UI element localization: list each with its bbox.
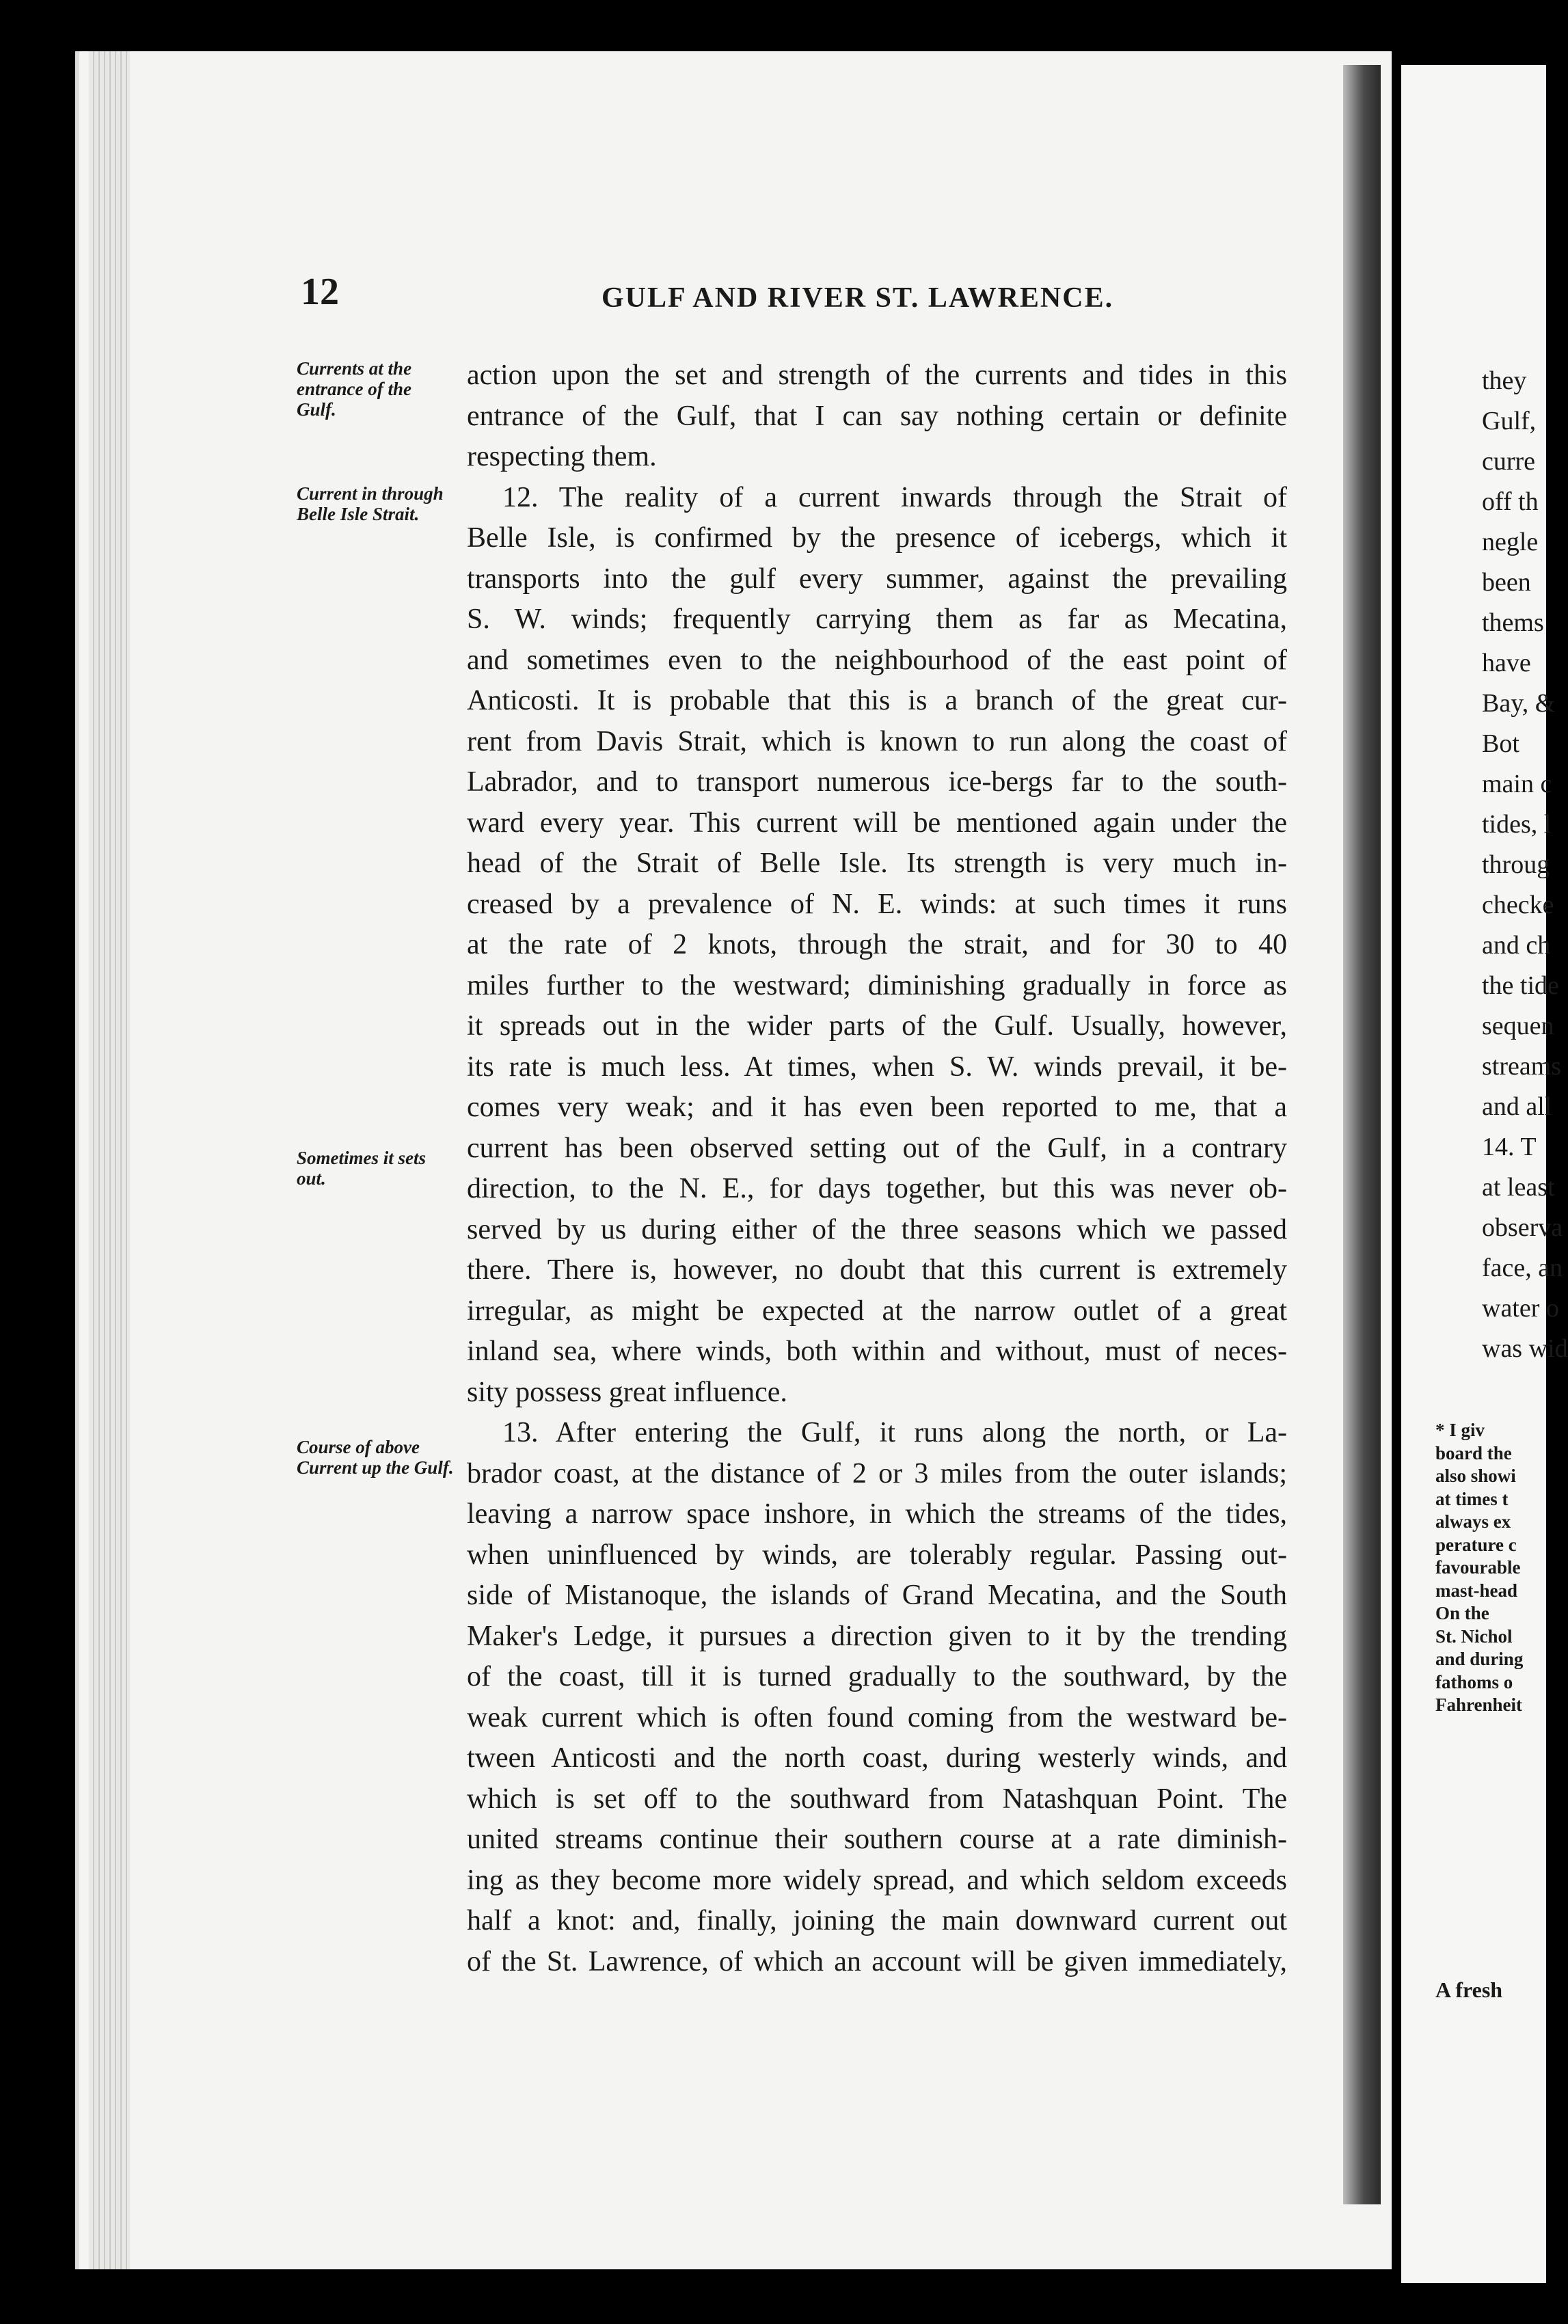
sidenote-currents-entrance: Currents at the entrance of the Gulf. <box>297 358 412 420</box>
right-page-line: 14. T <box>1482 1133 1537 1161</box>
text-line: entrance of the Gulf, that I can say nothing certain or definite <box>467 400 1287 432</box>
page-number: 12 <box>301 271 339 313</box>
right-page-line: face, an <box>1482 1254 1563 1282</box>
right-page-line: curre <box>1482 447 1536 476</box>
right-page-bottom-text: A fresh <box>1435 1977 1503 2002</box>
right-page-line: Gulf, <box>1482 407 1537 435</box>
right-page-line: and all <box>1482 1092 1552 1121</box>
text-line: irregular, as might be expected at the narrow outlet of a great <box>467 1295 1287 1327</box>
body-text <box>467 355 1287 1982</box>
text-line: of the coast, till it is turned gradually to the southward, by the <box>467 1661 1287 1692</box>
text-line: which is set off to the southward from Natashquan Point. The <box>467 1783 1287 1815</box>
text-line: when uninfluenced by winds, are tolerably regular. Passing out- <box>467 1539 1287 1571</box>
book-gutter-shadow <box>1343 65 1381 2204</box>
text-line: ing as they become more widely spread, and which seldom exceeds <box>467 1864 1287 1896</box>
text-line: of the St. Lawrence, of which an account will be given immediately, <box>467 1945 1287 1977</box>
text-line: S. W. winds; frequently carrying them as far as Mecatina, <box>467 604 1287 635</box>
right-page-line: Bot <box>1482 729 1519 758</box>
text-line: served by us during either of the three seasons which we passed <box>467 1213 1287 1245</box>
right-page-line: water o <box>1482 1294 1559 1323</box>
text-line: Belle Isle, is confirmed by the presence of icebergs, which it <box>467 522 1287 554</box>
right-page-line: they <box>1482 366 1527 395</box>
right-page-line: and ch <box>1482 931 1551 960</box>
right-footnote-line: perature c <box>1435 1534 1517 1555</box>
right-footnote-line: also showi <box>1435 1465 1516 1486</box>
text-line: there. There is, however, no doubt that this current is extremely <box>467 1254 1287 1286</box>
right-footnote-line: Fahrenheit <box>1435 1694 1522 1715</box>
text-line: ward every year. This current will be mentioned again under the <box>467 807 1287 839</box>
text-line: current has been observed setting out of the Gulf, in a contrary <box>467 1132 1287 1164</box>
right-page-line: thems <box>1482 608 1544 637</box>
right-footnote-line: board the <box>1435 1442 1512 1463</box>
right-page-line: have <box>1482 649 1531 677</box>
text-line: rent from Davis Strait, which is known to run along the coast of <box>467 725 1287 757</box>
text-line: it spreads out in the wider parts of the Gulf. Usually, however, <box>467 1010 1287 1042</box>
right-page-line: been <box>1482 568 1531 597</box>
right-footnote-line: St. Nichol <box>1435 1625 1513 1647</box>
text-line: tween Anticosti and the north coast, during westerly winds, and <box>467 1742 1287 1774</box>
right-footnote-line: fathoms o <box>1435 1671 1513 1692</box>
right-footnote-line: and during <box>1435 1649 1524 1669</box>
right-footnote-line: at times t <box>1435 1488 1509 1509</box>
text-line: Maker's Ledge, it pursues a direction given to it by the trending <box>467 1620 1287 1652</box>
right-page-line: throug <box>1482 850 1550 879</box>
right-footnote-line: On the <box>1435 1603 1489 1623</box>
text-line: transports into the gulf every summer, against the prevailing <box>467 563 1287 595</box>
right-page-text <box>1482 361 1568 1369</box>
text-line: comes very weak; and it has even been reported to me, that a <box>467 1092 1287 1123</box>
right-page-line: Bay, & <box>1482 689 1556 718</box>
right-footnote-line: * I giv <box>1435 1420 1485 1440</box>
sidenote-sets-out: Sometimes it sets out. <box>297 1148 426 1189</box>
text-line: weak current which is often found coming from the westward be- <box>467 1701 1287 1733</box>
right-page-line: negle <box>1482 528 1539 556</box>
text-line: inland sea, where winds, both within and without, must of neces- <box>467 1336 1287 1367</box>
sidenote-current-belle-isle: Current in through Belle Isle Strait. <box>297 483 444 524</box>
text-line: head of the Strait of Belle Isle. Its strength is very much in- <box>467 848 1287 879</box>
right-page-line: observa <box>1482 1213 1563 1242</box>
text-line: and sometimes even to the neighbourhood of the east point of <box>467 644 1287 676</box>
right-page-footnote <box>1435 1419 1546 1717</box>
text-line: 13. After entering the Gulf, it runs along the north, or La- <box>502 1417 1287 1448</box>
right-footnote-line: always ex <box>1435 1511 1511 1532</box>
text-line: Labrador, and to transport numerous ice-bergs far to the south- <box>467 766 1287 798</box>
right-page-line: tides, l <box>1482 810 1552 839</box>
text-line: leaving a narrow space inshore, in which the streams of the tides, <box>467 1498 1287 1530</box>
text-line: brador coast, at the distance of 2 or 3 miles from the outer islands; <box>467 1457 1287 1489</box>
running-head: GULF AND RIVER ST. LAWRENCE. <box>601 282 1114 314</box>
right-page-line: main c <box>1482 770 1552 798</box>
text-line: creased by a prevalence of N. E. winds: at such times it runs <box>467 888 1287 920</box>
text-line: respecting them. <box>467 441 657 472</box>
text-line: action upon the set and strength of the currents and tides in this <box>467 360 1287 391</box>
text-line: miles further to the westward; diminishing gradually in force as <box>467 969 1287 1001</box>
right-page-line: was wid <box>1482 1334 1568 1363</box>
right-footnote-line: mast-head <box>1435 1580 1517 1601</box>
right-page-line: checke <box>1482 891 1554 919</box>
text-line: 12. The reality of a current inwards through the Strait of <box>502 481 1287 513</box>
text-line: sity possess great influence. <box>467 1376 787 1408</box>
text-line: direction, to the N. E., for days together, but this was never ob- <box>467 1173 1287 1204</box>
text-line: united streams continue their southern course at a rate diminish- <box>467 1824 1287 1855</box>
right-page-line: at least <box>1482 1173 1555 1202</box>
text-line: its rate is much less. At times, when S. W. winds prevail, it be- <box>467 1051 1287 1083</box>
text-line: at the rate of 2 knots, through the strait, and for 30 to 40 <box>467 929 1287 960</box>
right-footnote-line: favourable <box>1435 1557 1521 1578</box>
right-page-line: streams <box>1482 1052 1562 1081</box>
text-line: half a knot: and, finally, joining the main downward current out <box>467 1905 1287 1936</box>
page-edge-stack <box>89 51 130 2269</box>
right-page-line: sequen <box>1482 1012 1554 1040</box>
right-page-line: off th <box>1482 487 1539 516</box>
text-line: side of Mistanoque, the islands of Grand Mecatina, and the South <box>467 1580 1287 1611</box>
right-page-line: the tide <box>1482 971 1559 1000</box>
sidenote-course-up-gulf: Course of above Current up the Gulf. <box>297 1437 454 1478</box>
text-line: Anticosti. It is probable that this is a branch of the great cur- <box>467 685 1287 716</box>
